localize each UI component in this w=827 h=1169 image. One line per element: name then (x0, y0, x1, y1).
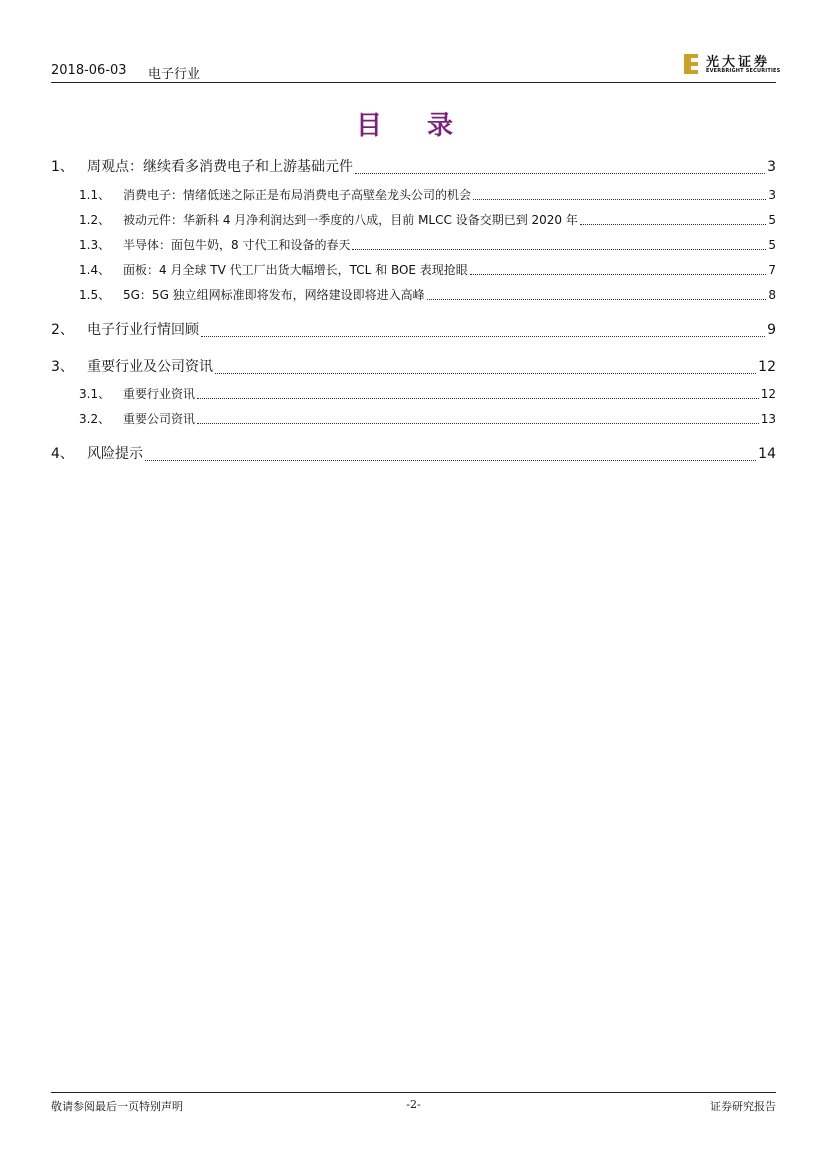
toc-entry-text: 面板：4 月全球 TV 代工厂出货大幅增长，TCL 和 BOE 表现抢眼 (123, 263, 468, 277)
toc-entry[interactable] (51, 261, 776, 279)
toc-entry-number: 3.1、 (79, 387, 111, 401)
toc-leader-dots (215, 372, 756, 374)
toc-entry-page: 3 (767, 159, 776, 175)
toc-entry-text: 风险提示 (87, 446, 143, 462)
page-number: -2- (406, 1098, 421, 1111)
toc-leader-dots (580, 223, 766, 225)
logo-mark-icon (684, 54, 698, 74)
toc-entry-number: 1、 (51, 159, 74, 175)
toc-entry-text: 电子行业行情回顾 (87, 322, 199, 338)
toc-leader-dots (473, 198, 766, 200)
toc-leader-dots (197, 397, 759, 399)
toc-entry-page: 14 (758, 446, 776, 462)
toc-entry[interactable] (51, 211, 776, 229)
toc-entry[interactable] (51, 385, 776, 403)
toc-entry-page: 7 (768, 263, 776, 277)
toc-leader-dots (427, 298, 767, 300)
toc-entry-page: 12 (760, 387, 776, 401)
toc-entry-text: 重要行业及公司资讯 (87, 359, 213, 375)
toc-entry-number: 1.5、 (79, 288, 111, 302)
disclaimer-note: 敬请参阅最后一页特别声明 (51, 1100, 183, 1113)
toc-entry-number: 1.2、 (79, 213, 111, 227)
toc-entry[interactable] (51, 443, 776, 465)
toc-entry-text: 被动元件：华新科 4 月净利润达到一季度的八成，目前 MLCC 设备交期已到 2020 年 (123, 213, 578, 227)
toc-entry-number: 1.4、 (79, 263, 111, 277)
toc-entry-page: 9 (767, 322, 776, 338)
toc-entry-number: 1.1、 (79, 188, 111, 202)
toc-entry-text: 重要公司资讯 (123, 412, 196, 426)
toc-entry-number: 3、 (51, 359, 74, 375)
toc-entry-page: 13 (760, 412, 776, 426)
toc-title: 目 录 (355, 111, 472, 141)
toc-entry-text: 周观点：继续看多消费电子和上游基础元件 (87, 159, 353, 175)
toc-entry-text: 重要行业资讯 (123, 387, 196, 401)
report-date: 2018-06-03 (51, 63, 127, 78)
toc-entry[interactable] (51, 356, 776, 378)
toc-entry[interactable] (51, 236, 776, 254)
toc-entry[interactable] (51, 156, 776, 178)
logo-text-en: EVERBRIGHT SECURITIES (706, 68, 781, 74)
toc-entry-page: 12 (758, 359, 776, 375)
toc-entry-page: 5 (768, 213, 776, 227)
industry-label: 电子行业 (148, 67, 201, 82)
toc-entry-number: 4、 (51, 446, 74, 462)
everbright-logo (684, 52, 781, 78)
page-header (51, 55, 781, 83)
toc-entry[interactable] (51, 286, 776, 304)
toc-leader-dots (352, 248, 766, 250)
logo-text-cn: 光大证券 (706, 55, 771, 70)
toc-entry[interactable] (51, 319, 776, 341)
toc-leader-dots (145, 459, 756, 461)
toc-leader-dots (197, 422, 759, 424)
toc-leader-dots (470, 273, 767, 275)
report-type: 证券研究报告 (710, 1100, 776, 1113)
toc-entry-text: 半导体：面包牛奶，8 寸代工和设备的春天 (123, 238, 351, 252)
toc-entry-text: 消费电子：情绪低迷之际正是布局消费电子高壁垒龙头公司的机会 (123, 188, 472, 202)
toc-entry-number: 2、 (51, 322, 74, 338)
toc-entry-page: 5 (768, 238, 776, 252)
toc-entry[interactable] (51, 186, 776, 204)
toc-leader-dots (355, 172, 765, 174)
toc-entry-page: 8 (768, 288, 776, 302)
toc-entry-number: 3.2、 (79, 412, 111, 426)
toc-entry[interactable] (51, 410, 776, 428)
toc-entry-number: 1.3、 (79, 238, 111, 252)
toc-entry-text: 5G：5G 独立组网标准即将发布，网络建设即将进入高峰 (123, 288, 425, 302)
toc-entry-page: 3 (768, 188, 776, 202)
toc-leader-dots (201, 335, 765, 337)
page-footer (51, 1092, 776, 1115)
